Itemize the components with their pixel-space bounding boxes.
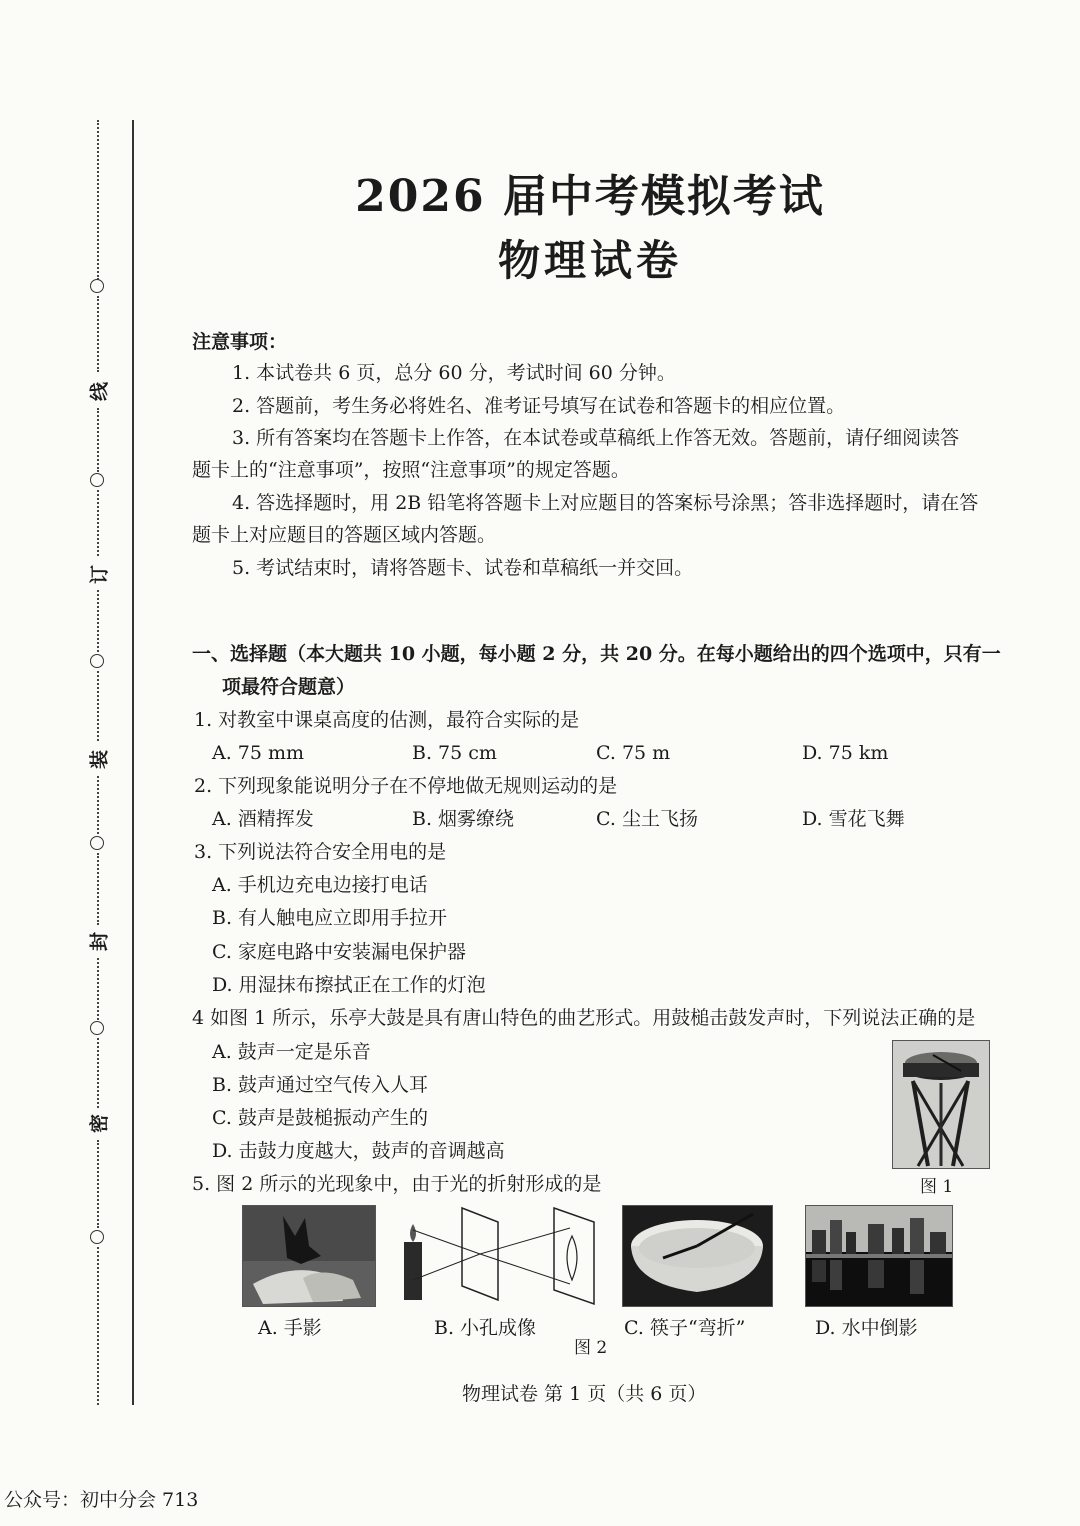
q1-option-a: A. 75 mm (212, 742, 305, 764)
margin-label-zhuang: 装 (88, 750, 111, 770)
note-item: 题卡上的“注意事项”，按照“注意事项”的规定答题。 (192, 459, 630, 481)
q2-option-a: A. 酒精挥发 (212, 808, 314, 830)
margin-label-feng: 封 (88, 932, 111, 952)
figure-1-caption: 图 1 (920, 1177, 954, 1197)
q3-option-b: B. 有人触电应立即用手拉开 (212, 907, 448, 929)
q1-option-c: C. 75 m (596, 742, 671, 764)
q1-option-b: B. 75 cm (412, 742, 497, 764)
figure-2b-pinhole-diagram (400, 1200, 610, 1310)
margin-label-mi: 密 (88, 1114, 111, 1134)
q2-option-b: B. 烟雾缭绕 (412, 808, 515, 830)
q4-option-c: C. 鼓声是鼓槌振动产生的 (212, 1107, 428, 1129)
page-footer: 物理试卷 第 1 页（共 6 页） (462, 1383, 707, 1405)
section-heading-cont: 项最符合题意） (222, 676, 356, 698)
question-1-stem: 1. 对教室中课桌高度的估测，最符合实际的是 (194, 709, 580, 731)
figure-1-drum-photo (892, 1040, 990, 1169)
margin-label-ding: 订 (88, 565, 111, 585)
figure-2c-bent-chopstick (622, 1205, 773, 1307)
binding-hole (90, 654, 104, 668)
figure-2-caption: 图 2 (574, 1338, 608, 1358)
binding-hole (90, 473, 104, 487)
q2-option-d: D. 雪花飞舞 (802, 808, 905, 830)
exam-subtitle: 物理试卷 (497, 236, 682, 285)
note-item: 1. 本试卷共 6 页，总分 60 分，考试时间 60 分钟。 (232, 362, 676, 384)
q5-option-c: C. 筷子“弯折” (624, 1317, 746, 1339)
margin-label-xian: 线 (88, 382, 111, 402)
note-item: 题卡上对应题目的答题区域内答题。 (192, 524, 497, 546)
q5-option-d: D. 水中倒影 (815, 1317, 918, 1339)
note-item: 2. 答题前，考生务必将姓名、准考证号填写在试卷和答题卡的相应位置。 (232, 395, 846, 417)
figure-2a-hand-shadow (242, 1205, 376, 1307)
question-5-stem: 5. 图 2 所示的光现象中，由于光的折射形成的是 (192, 1173, 602, 1195)
exam-title: 2026 届中考模拟考试 (355, 171, 825, 222)
q3-option-a: A. 手机边充电边接打电话 (212, 874, 428, 896)
q4-option-d: D. 击鼓力度越大，鼓声的音调越高 (212, 1140, 505, 1162)
binding-hole (90, 1230, 104, 1244)
note-item: 3. 所有答案均在答题卡上作答，在本试卷或草稿纸上作答无效。答题前，请仔细阅读答 (232, 427, 960, 449)
figure-2d-water-reflection (805, 1205, 953, 1307)
q1-option-d: D. 75 km (802, 742, 889, 764)
q4-option-a: A. 鼓声一定是乐音 (212, 1041, 371, 1063)
section-heading: 一、选择题（本大题共 10 小题，每小题 2 分，共 20 分。在每小题给出的四个选项中，只有一 (192, 643, 1001, 665)
q2-option-c: C. 尘土飞扬 (596, 808, 698, 830)
q3-option-d: D. 用湿抹布擦拭正在工作的灯泡 (212, 974, 486, 996)
question-4-stem: 4 如图 1 所示，乐亭大鼓是具有唐山特色的曲艺形式。用鼓槌击鼓发声时，下列说法正确的是 (192, 1007, 976, 1029)
q5-option-a: A. 手影 (258, 1317, 322, 1339)
watermark: 公众号：初中分会 713 (4, 1489, 199, 1511)
q3-option-c: C. 家庭电路中安装漏电保护器 (212, 941, 466, 963)
question-2-stem: 2. 下列现象能说明分子在不停地做无规则运动的是 (194, 775, 618, 797)
q4-option-b: B. 鼓声通过空气传入人耳 (212, 1074, 429, 1096)
note-item: 4. 答选择题时，用 2B 铅笔将答题卡上对应题目的答案标号涂黑；答非选择题时，请在答 (232, 492, 979, 514)
note-item: 5. 考试结束时，请将答题卡、试卷和草稿纸一并交回。 (232, 557, 694, 579)
binding-hole (90, 1021, 104, 1035)
notes-heading: 注意事项： (192, 331, 288, 353)
q5-option-b: B. 小孔成像 (434, 1317, 537, 1339)
question-3-stem: 3. 下列说法符合安全用电的是 (194, 841, 447, 863)
binding-hole (90, 836, 104, 850)
